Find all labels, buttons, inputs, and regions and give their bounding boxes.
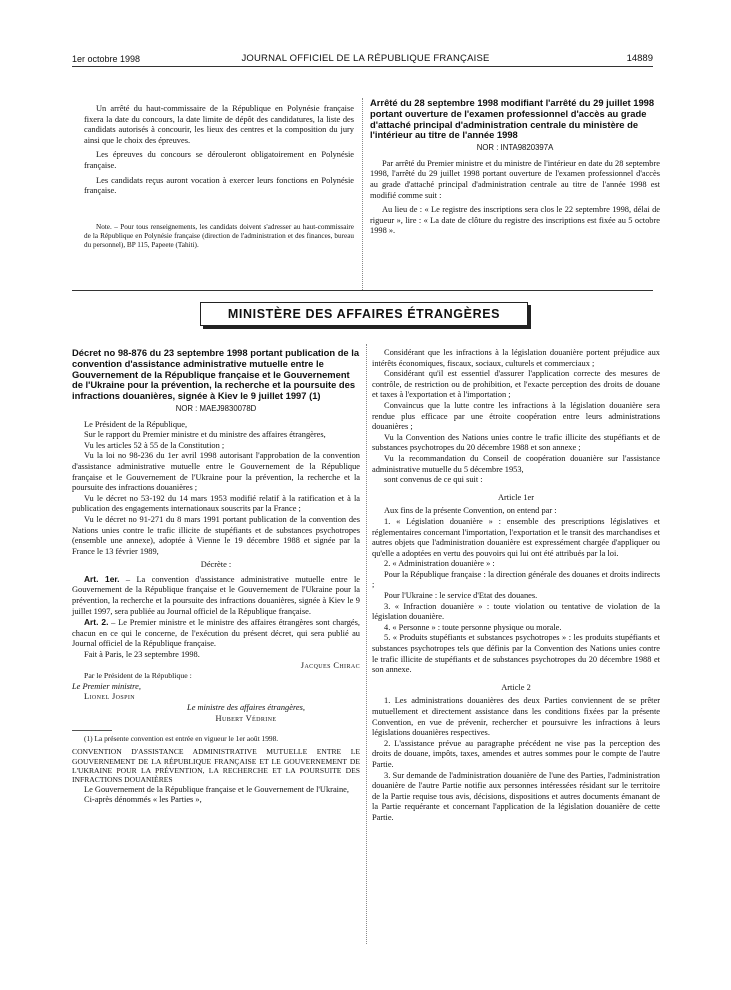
nor-reference: NOR : MAEJ9830078D xyxy=(175,403,257,413)
paragraph: Fait à Paris, le 23 septembre 1998. xyxy=(84,650,200,660)
paragraph: Aux fins de la présente Convention, on entend par : xyxy=(384,506,557,516)
article-1 xyxy=(72,574,360,617)
paragraph: sont convenus de ce qui suit : xyxy=(384,475,483,485)
paragraph: Vu les articles 52 à 55 de la Constitution ; xyxy=(84,440,225,450)
paragraph: Vu la recommandation du Conseil de coopération douanière sur l'assistance administrative mutuelle du 5 décembre 1953, xyxy=(372,453,660,474)
footnote: (1) La présente convention est entrée en vigueur le 1er août 1998. xyxy=(84,734,279,744)
paragraph: Vu le décret no 91-271 du 8 mars 1991 portant publication de la convention des Nations unies contre le trafic illicite de stupéfiants et de substances psychotropes (ensemble une annexe), adoptée à Vienne le 19 décembre 1988 et signée par la France le 13 février 1989, xyxy=(72,514,360,556)
nor-reference: NOR : INTA9820397A xyxy=(476,143,554,153)
convention-title: CONVENTION D'ASSISTANCE ADMINISTRATIVE MUTUELLE ENTRE LE GOUVERNEMENT DE LA RÉPUBLIQUE FRANÇAISE ET LE GOUVERNEMENT DE L'UKRAINE POUR LA PRÉVENTION, LA RECHERCHE ET LA POURSUITE DES INFRACTIONS DOUANIÈRES xyxy=(72,747,360,785)
paragraph: 2. « Administration douanière » : xyxy=(384,559,495,569)
ministry-heading: MINISTÈRE DES AFFAIRES ÉTRANGÈRES xyxy=(200,302,528,326)
right-main-column xyxy=(372,348,660,824)
paragraph: Les épreuves du concours se dérouleront obligatoirement en Polynésie française. xyxy=(84,150,354,170)
paragraph: Par arrêté du Premier ministre et du ministre de l'intérieur en date du 28 septembre 1998, l'arrêté du 29 juillet 1998 portant ouverture de l'examen professionnel d'accès au grade d'attaché principal d'administration centrale au titre de l'année 1998 est modifié comme suit : xyxy=(370,158,660,200)
article-text: – Le Premier ministre et le ministre des affaires étrangères sont chargés, chacun en ce qui le concerne, de l'exécution du présent décret, qui sera publié au Journal officiel de la République française. xyxy=(72,618,360,649)
paragraph: Pour l'Ukraine : le service d'Etat des douanes. xyxy=(384,591,538,601)
top-column-divider xyxy=(362,98,363,290)
article-label: Art. 2. xyxy=(84,617,109,628)
paragraph: Vu la loi no 98-236 du 1er avril 1998 autorisant l'approbation de la convention d'assistance administrative mutuelle entre le Gouvernement de la République française et le Gouvernement de l'Ukraine pour la prévention, la recherche et la poursuite des infractions douanières ; xyxy=(72,451,360,493)
article-text: – La convention d'assistance administrative mutuelle entre le Gouvernement de la République française et le Gouvernement de l'Ukraine pour la prévention, la recherche et la poursuite des infractions douanières, signée à Kiev le 9 juillet 1997, sera publiée au Journal officiel de la République française. xyxy=(72,574,360,616)
paragraph: Considérant qu'il est essentiel d'assurer l'application correcte des mesures de contrôle, de restriction ou de prohibition, et l'exacte perception des droits de douane et taxes à l'exportation et à l'importation ; xyxy=(372,369,660,400)
article-heading: Article 2 xyxy=(501,682,531,692)
paragraph: Au lieu de : « Le registre des inscriptions sera clos le 22 septembre 1998, délai de rigueur », lire : « La date de clôture du registre des inscriptions est fixée au 5 octobre 1998 ». xyxy=(370,205,660,236)
article-2 xyxy=(72,617,360,650)
paragraph: 3. « Infraction douanière » : toute violation ou tentative de violation de la législation douanière. xyxy=(372,601,660,622)
paragraph: Vu le décret no 53-192 du 14 mars 1953 modifié relatif à la ratification et à la publication des engagements internationaux souscrits par la France ; xyxy=(72,493,360,514)
paragraph: Considérant que les infractions à la législation douanière portent préjudice aux intérêts économiques, fiscaux, sociaux, culturels et commerciaux ; xyxy=(372,348,660,368)
paragraph: Le Président de la République, xyxy=(84,419,188,429)
article-heading: Article 1er xyxy=(497,492,535,502)
paragraph: Pour la République française : la direction générale des douanes et droits indirects ; xyxy=(372,569,660,590)
paragraph: 3. Sur demande de l'administration douanière de l'une des Parties, l'administration douanière de l'autre Partie notifie aux personnes intéressées résidant sur le territoire de la Partie requise tous avis, décisions, dispositions et autres documents émanant de la Partie requérante et concernant l'application de la législation douanière de cette Partie. xyxy=(372,770,660,822)
signatory-name: Lionel Jospin xyxy=(84,692,136,702)
decree-title: Décret no 98-876 du 23 septembre 1998 portant publication de la convention d'assistance administrative mutuelle entre le Gouvernement de la République française et le Gouvernement de l'Ukraine pour la prévention, la recherche et la poursuite des infractions douanières, signée à Kiev le 9 juillet 1997 (1) xyxy=(72,347,360,402)
main-column-divider xyxy=(366,344,367,944)
section-rule xyxy=(72,290,653,291)
header-rule xyxy=(72,66,653,67)
header-journal-title: JOURNAL OFFICIEL DE LA RÉPUBLIQUE FRANÇAISE xyxy=(241,53,490,64)
paragraph: Ci-après dénommés « les Parties », xyxy=(84,795,202,805)
paragraph: Les candidats reçus auront vocation à exercer leurs fonctions en Polynésie française. xyxy=(84,175,354,196)
footnote-rule xyxy=(72,730,112,731)
paragraph: Sur le rapport du Premier ministre et du ministre des affaires étrangères, xyxy=(84,430,326,440)
paragraph: Le Gouvernement de la République française et le Gouvernement de l'Ukraine, xyxy=(84,784,349,794)
paragraph: 4. « Personne » : toute personne physique ou morale. xyxy=(384,622,562,632)
paragraph: 2. L'assistance prévue au paragraphe précédent ne vise pas la perception des droits de douane, impôts, taxes, amendes et autres sommes pour le compte de l'autre Partie. xyxy=(372,738,660,769)
arrete-title: Arrêté du 28 septembre 1998 modifiant l'arrêté du 29 juillet 1998 portant ouverture de l'examen professionnel d'accès au grade d'attaché principal d'administration centrale du ministère de l'intérieur au titre de l'année 1998 xyxy=(370,97,655,141)
header-date: 1er octobre 1998 xyxy=(72,54,141,64)
note: Note. – Pour tous renseignements, les candidats doivent s'adresser au haut-commissaire de la République en Polynésie française (direction de l'administration et des finances, bureau du personnel), BP 115, Papeete (Tahiti). xyxy=(84,222,354,249)
signatory-title: Le ministre des affaires étrangères, xyxy=(187,703,305,713)
paragraph: Convaincus que la lutte contre les infractions à la législation douanière sera rendue plus efficace par une étroite coopération entre leurs administrations douanières ; xyxy=(372,400,660,432)
top-right-column xyxy=(370,98,660,237)
header-page-number: 14889 xyxy=(626,53,653,64)
article-label: Art. 1er. xyxy=(84,573,120,584)
paragraph: 5. « Produits stupéfiants et substances psychotropes » : les produits stupéfiants et substances psychotropes tels que définis par la Convention des Nations unies contre le trafic illicite de stupéfiants et de substances psychotropes du 20 décembre 1988 et son annexe. xyxy=(372,633,660,675)
left-main-column xyxy=(72,348,360,806)
decrete: Décrète : xyxy=(200,560,232,570)
paragraph: 1. « Législation douanière » : ensemble des prescriptions législatives et réglementaires concernant l'importation, l'exportation et le transit des marchandises et autres objets que l'administration douanière est expressément chargée d'appliquer ou qu'elle a adoptées en vertu des pouvoirs qui lui ont été attribués par la loi. xyxy=(372,516,660,558)
signatory-name: Hubert Védrine xyxy=(215,713,277,723)
signatory-title: Le Premier ministre, xyxy=(72,681,141,691)
by-line: Par le Président de la République : xyxy=(84,671,192,681)
top-left-column xyxy=(84,104,354,250)
paragraph: Un arrêté du haut-commissaire de la République en Polynésie française fixera la date du concours, la date limite de dépôt des candidatures, la liste des candidats autorisés à concourir, les lieux des centres et la composition du jury ainsi que le choix des épreuves. xyxy=(84,104,354,145)
paragraph: 1. Les administrations douanières des deux Parties conviennent de se prêter mutuellement et directement assistance dans les conditions fixées par la présente Convention, en vue de prévenir, rechercher et poursuivre les infractions à leurs législations douanières respectives. xyxy=(372,696,660,738)
page-header xyxy=(0,50,731,66)
paragraph: Vu la Convention des Nations unies contre le trafic illicite des stupéfiants et de substances psychotropes du 20 décembre 1988 et son annexe ; xyxy=(372,432,660,453)
signature: Jacques Chirac xyxy=(300,660,360,670)
